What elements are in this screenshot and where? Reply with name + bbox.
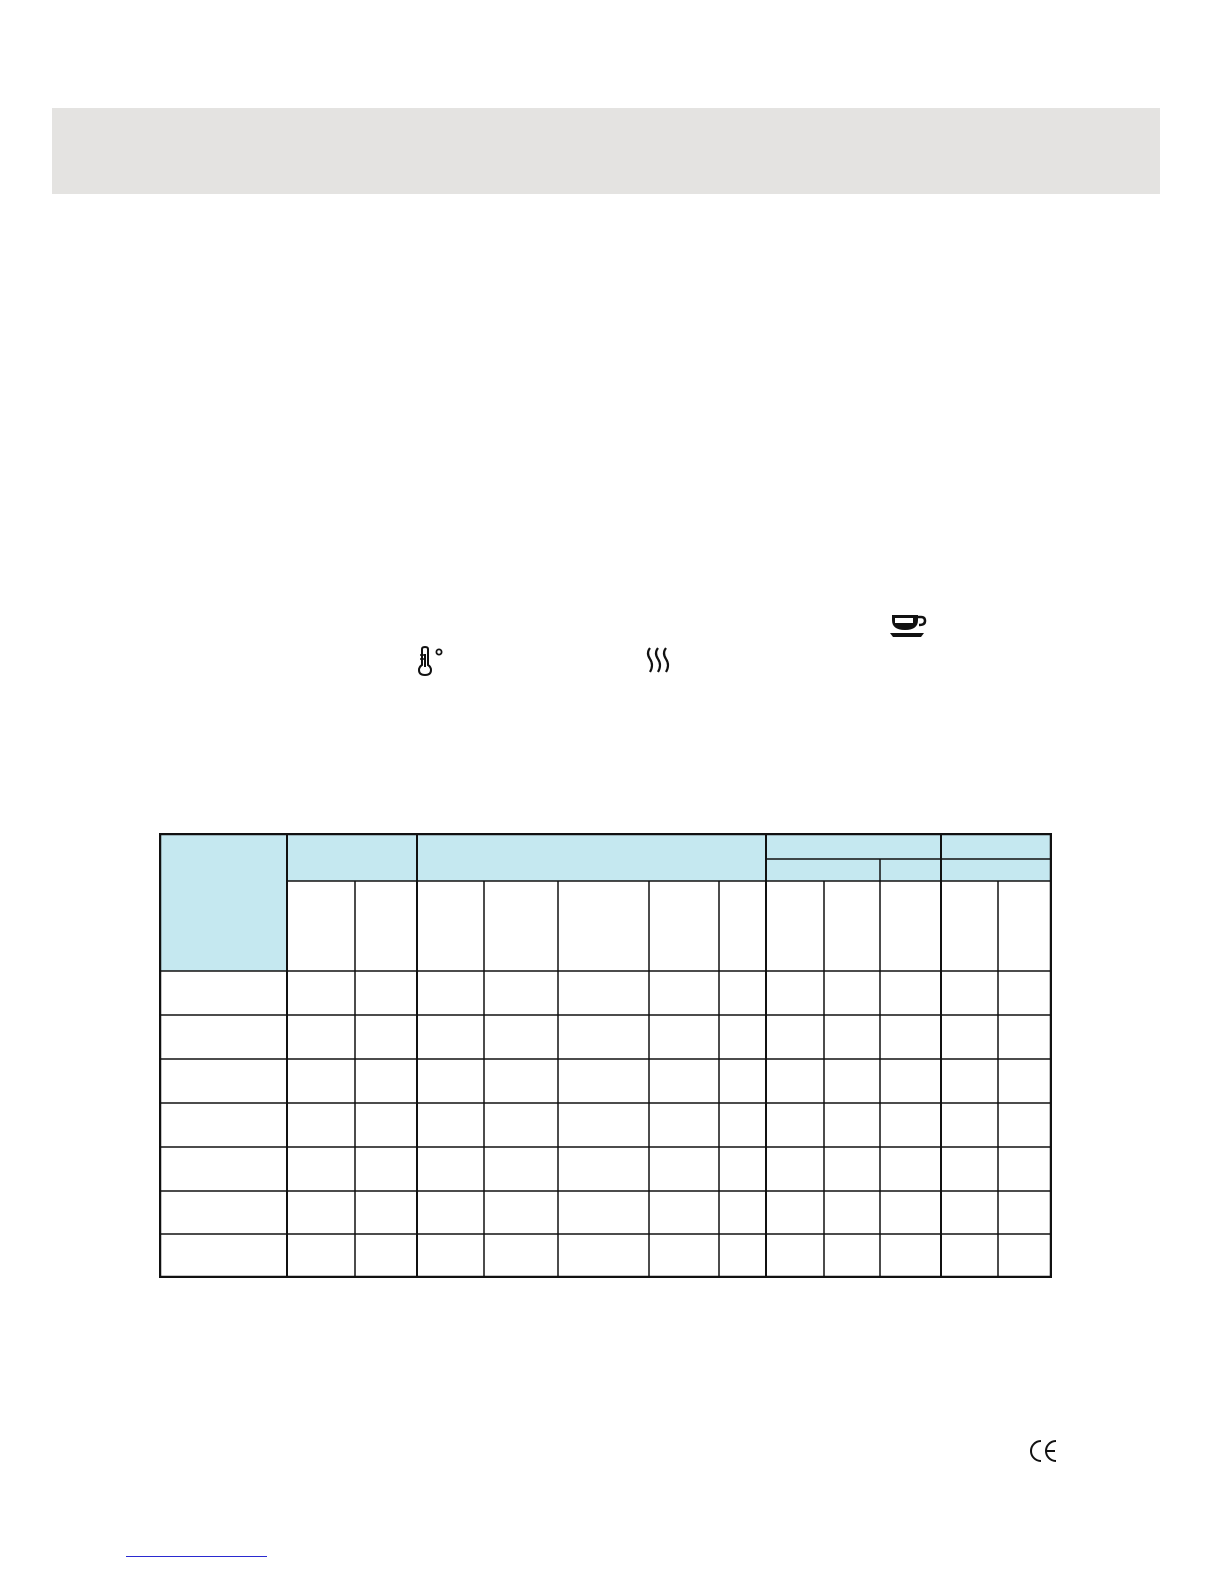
steam-icon xyxy=(644,646,672,674)
ce-mark-icon xyxy=(1028,1438,1058,1464)
coffee-cup-icon xyxy=(888,612,928,640)
link-underline[interactable] xyxy=(126,1556,267,1557)
specification-table xyxy=(159,833,1052,1278)
thermometer-icon xyxy=(416,646,446,676)
header-band xyxy=(52,108,1160,194)
table-header-fill xyxy=(159,833,1052,971)
